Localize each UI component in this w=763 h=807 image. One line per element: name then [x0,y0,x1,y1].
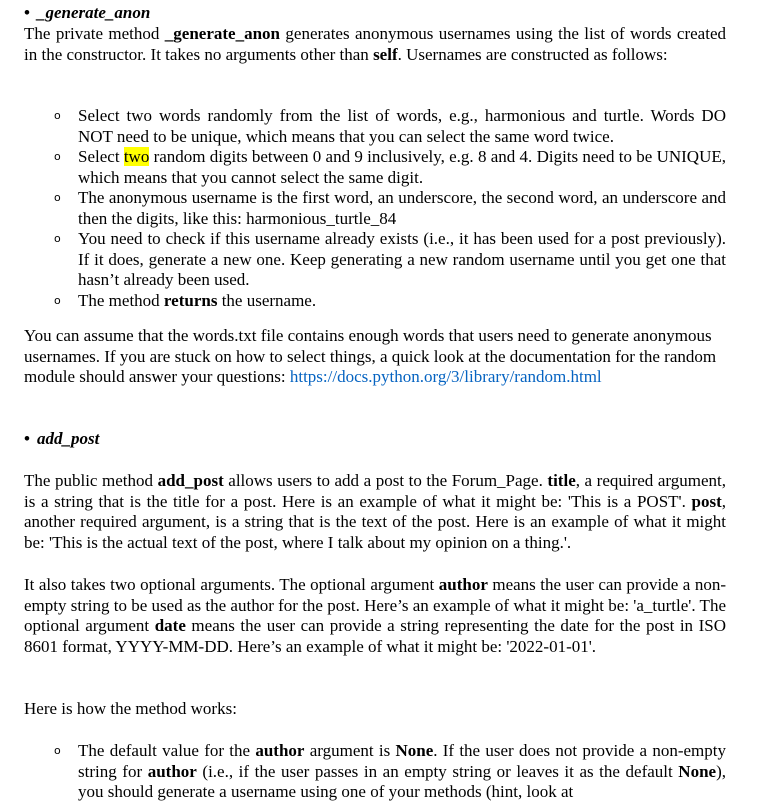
intro-method-name: _generate_anon [164,24,281,43]
generate-anon-intro [24,24,726,65]
list-item-text: random digits between 0 and 9 inclusively, e.g. 8 and 4. Digits need to be UNIQUE, which means that you cannot select the same digit. [78,147,726,187]
title-argument: title [547,471,576,490]
list-item-text: (i.e., if the user passes in an empty string or leaves it as the default [196,761,679,781]
author-keyword: author [147,761,197,781]
note-text: You can assume that the words.txt file contains enough words that users need to generate anonymous usernames. If you are stuck on how to select things, a quick look at the documentation for the random module should answer your questions: [24,326,717,386]
list-item-text: You need to check if this username already exists (i.e., it has been used for a post previously). If it does, generate a new one. Keep generating a new random username until you get one that hasn’t already been used. [78,229,726,289]
list-item-text: The method [78,290,164,310]
paragraph-text: allows users to add a post to the Forum_Page. [223,471,548,490]
none-keyword: None [395,741,434,760]
add-post-description [24,471,726,553]
intro-self-keyword: self [373,44,398,64]
paragraph-text: The public method [24,471,158,490]
highlighted-word: two [123,147,150,166]
hollow-circle-bullet-icon: o [54,109,61,122]
add-post-steps-list [24,741,726,803]
list-item-text: The anonymous username is the first word, an underscore, the second word, an underscore and then the digits, like this: harmonious_turtle_84 [78,188,726,228]
random-docs-link[interactable]: https://docs.python.org/3/library/random.html [289,367,602,386]
paragraph-text: means the user can provide a non-empty string to be used as the author for the post. Here’s an example of what it might be: 'a_turtle'. The optional argument [24,575,726,635]
list-item [24,741,726,803]
paragraph-text: It also takes two optional arguments. The optional argument [24,575,439,594]
paragraph-text: , a required argument, is a string that is the title for a post. Here is an example of what it might be: 'This is a POST'. [24,471,726,511]
date-argument: date [154,616,186,635]
hollow-circle-bullet-icon: o [54,744,61,757]
add-post-heading [24,429,99,450]
list-item [24,291,726,312]
list-item-text: ), you should generate a username using one of your methods (hint, look at [78,761,726,801]
paragraph-text: , another required argument, is a string that is the text of the post. Here is an example of what it might be: 'This is the actual text of the post, where I talk about my opinion on a thing.'. [24,491,726,552]
list-item-text: The default value for the [78,741,256,760]
list-item-text: the username. [217,290,317,310]
heading-bullet: • [24,429,30,448]
list-item-text: Select two words randomly from the list of words, e.g., harmonious and turtle. Words DO NOT need to be unique, which means that you can select the same word twice. [78,106,726,146]
list-item-text: argument is [304,741,396,760]
generate-anon-heading-text: _generate_anon [37,3,151,22]
list-item-text: . If the user does not provide a non-empty string for [78,741,726,781]
hollow-circle-bullet-icon: o [54,232,61,245]
author-argument: author [438,575,488,594]
intro-text: The private method [24,24,165,43]
optional-arguments-description [24,575,726,657]
hollow-circle-bullet-icon: o [54,293,61,307]
intro-text: generates anonymous usernames using the list of words created in the constructor. It takes no arguments other than [24,24,726,64]
method-works-intro [24,699,726,720]
add-post-heading-text: add_post [37,429,100,448]
hollow-circle-bullet-icon: o [54,191,61,204]
heading-bullet: • [24,3,30,22]
list-item [24,147,726,188]
list-item [24,229,726,291]
intro-text: . Usernames are constructed as follows: [397,44,668,64]
list-item-text: Select [78,147,124,166]
username-steps-list [24,106,726,311]
list-item [24,188,726,229]
add-post-method-name: add_post [157,471,224,490]
none-keyword: None [678,761,717,781]
author-keyword: author [255,741,305,760]
paragraph-text: means the user can provide a string representing the date for the post in ISO 8601 format, YYYY-MM-DD. Here’s an example of what it might be: '2022-01-01'. [24,616,726,656]
random-module-note [24,326,726,388]
generate-anon-heading [24,3,150,24]
list-item [24,106,726,147]
returns-keyword: returns [163,290,218,310]
hollow-circle-bullet-icon: o [54,150,61,163]
post-argument: post [691,491,722,511]
paragraph-text: Here is how the method works: [24,699,237,718]
